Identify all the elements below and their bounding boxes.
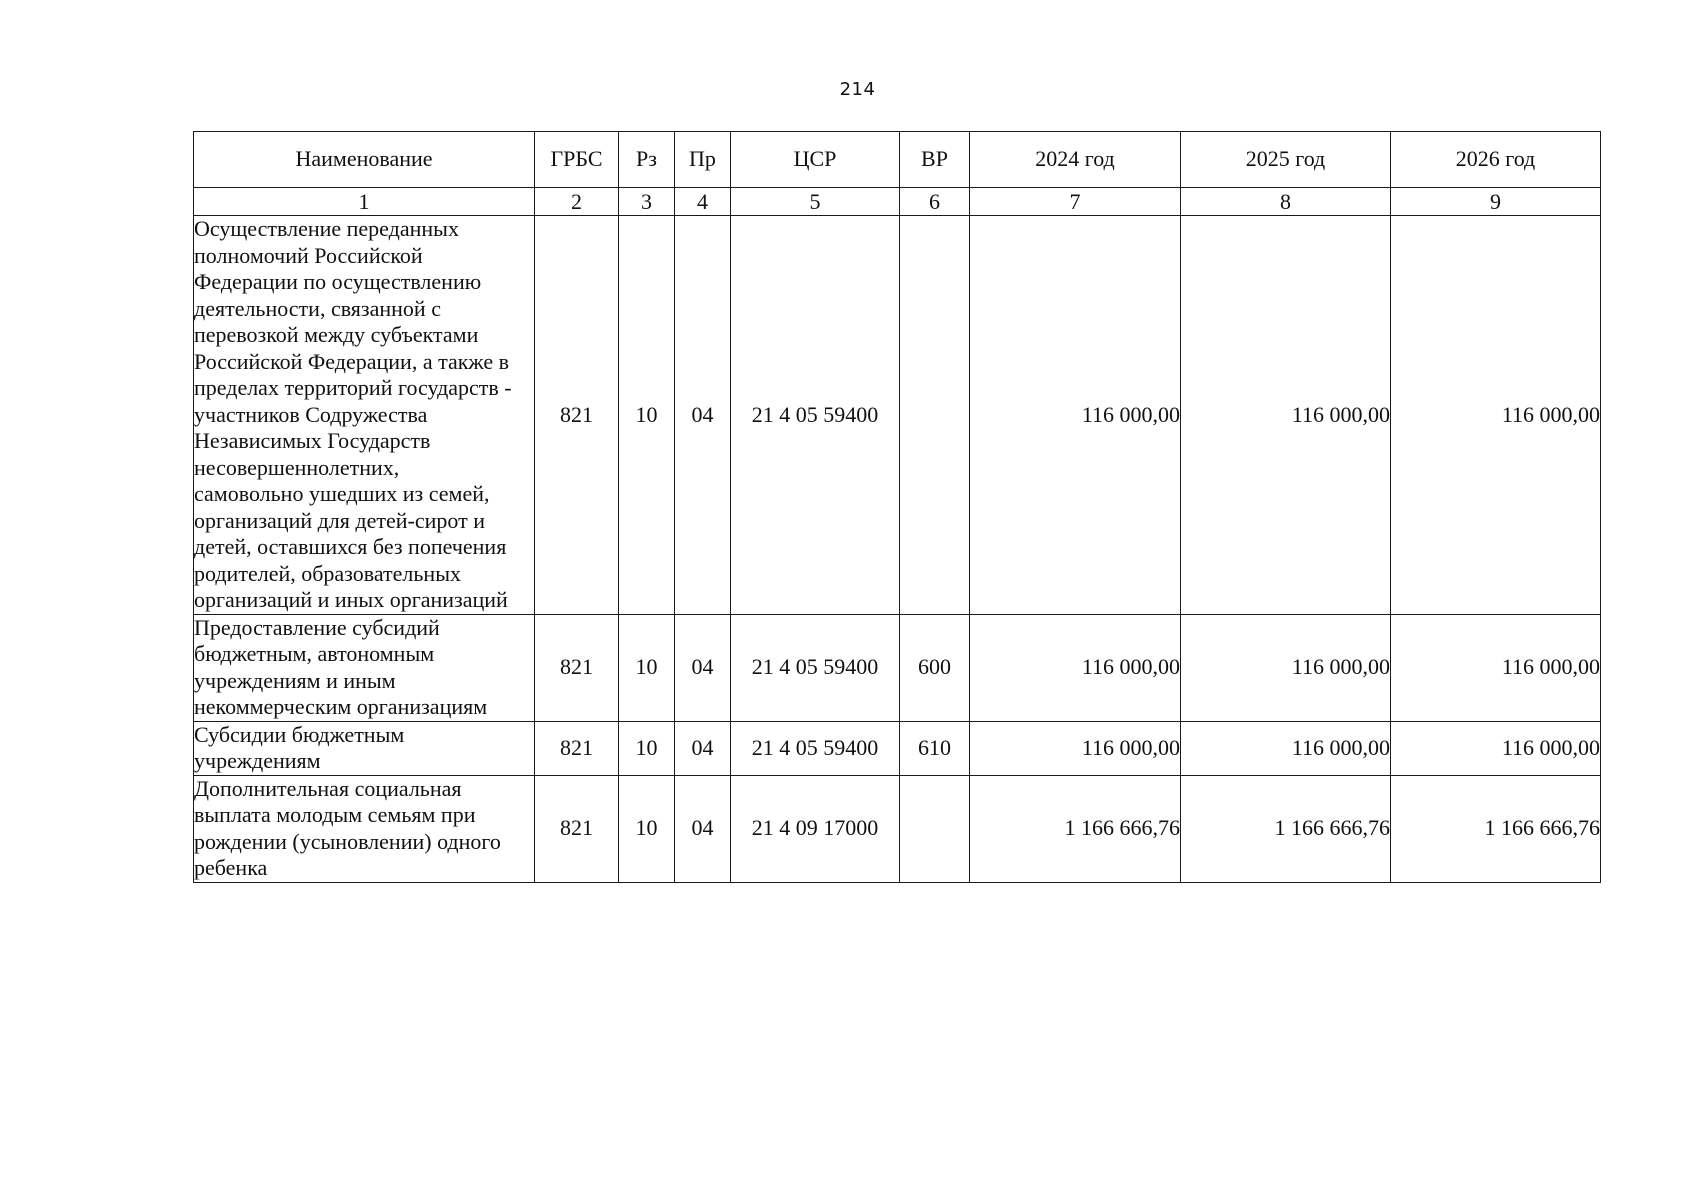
row-amount-2025: 116 000,00	[1181, 721, 1391, 775]
header-name: Наименование	[194, 132, 535, 188]
row-amount-2024: 1 166 666,76	[970, 775, 1181, 882]
row-rz: 10	[619, 614, 675, 721]
table-row	[194, 775, 1601, 882]
header-pr: Пр	[675, 132, 731, 188]
column-number: 1	[194, 188, 535, 216]
column-number: 6	[900, 188, 970, 216]
row-name-text: Дополнительная социальная выплата молодым семьям при рождении (усыновлении) одного ребенка	[194, 775, 501, 880]
row-vr: 600	[900, 614, 970, 721]
row-amount-2024: 116 000,00	[970, 216, 1181, 615]
row-amount-2026: 116 000,00	[1391, 721, 1601, 775]
row-vr	[900, 775, 970, 882]
row-amount-2024: 116 000,00	[970, 721, 1181, 775]
row-name	[194, 614, 535, 721]
row-csr: 21 4 05 59400	[731, 721, 900, 775]
row-grbs: 821	[535, 614, 619, 721]
row-csr: 21 4 05 59400	[731, 614, 900, 721]
header-vr: ВР	[900, 132, 970, 188]
column-number: 2	[535, 188, 619, 216]
page-number: 214	[839, 79, 876, 100]
row-name-text: Осуществление переданных полномочий Российской Федерации по осуществлению деятельности, связанной с перевозкой между субъектами Российской Федерации, а также в пределах территорий государств - участников Содружества Независимых Государств несовершеннолетних, самовольно ушедших из семей, организаций для детей-сирот и детей, оставшихся без попечения родителей, образовательных организаций и иных организаций	[194, 216, 512, 612]
row-rz: 10	[619, 216, 675, 615]
row-amount-2025: 116 000,00	[1181, 614, 1391, 721]
header-rz: Рз	[619, 132, 675, 188]
row-grbs: 821	[535, 775, 619, 882]
row-csr: 21 4 09 17000	[731, 775, 900, 882]
column-number-row	[194, 188, 1601, 216]
column-number: 4	[675, 188, 731, 216]
row-amount-2025: 1 166 666,76	[1181, 775, 1391, 882]
row-csr: 21 4 05 59400	[731, 216, 900, 615]
row-name	[194, 721, 535, 775]
header-grbs: ГРБС	[535, 132, 619, 188]
row-grbs: 821	[535, 721, 619, 775]
row-pr: 04	[675, 614, 731, 721]
header-csr: ЦСР	[731, 132, 900, 188]
row-vr	[900, 216, 970, 615]
column-number: 9	[1391, 188, 1601, 216]
row-rz: 10	[619, 775, 675, 882]
row-amount-2026: 116 000,00	[1391, 614, 1601, 721]
column-number: 3	[619, 188, 675, 216]
header-2024: 2024 год	[970, 132, 1181, 188]
row-pr: 04	[675, 216, 731, 615]
row-name-text: Субсидии бюджетным учреждениям	[194, 721, 405, 773]
header-row	[194, 132, 1601, 188]
row-amount-2026: 116 000,00	[1391, 216, 1601, 615]
budget-table	[193, 131, 1601, 883]
header-2026: 2026 год	[1391, 132, 1601, 188]
row-name-text: Предоставление субсидий бюджетным, автономным учреждениям и иным некоммерческим организациям	[194, 614, 488, 719]
table-row	[194, 614, 1601, 721]
table-row	[194, 721, 1601, 775]
row-pr: 04	[675, 775, 731, 882]
column-number: 5	[731, 188, 900, 216]
row-amount-2024: 116 000,00	[970, 614, 1181, 721]
row-rz: 10	[619, 721, 675, 775]
row-amount-2026: 1 166 666,76	[1391, 775, 1601, 882]
row-amount-2025: 116 000,00	[1181, 216, 1391, 615]
row-pr: 04	[675, 721, 731, 775]
table-row	[194, 216, 1601, 615]
row-grbs: 821	[535, 216, 619, 615]
column-number: 7	[970, 188, 1181, 216]
row-name	[194, 216, 535, 615]
header-2025: 2025 год	[1181, 132, 1391, 188]
column-number: 8	[1181, 188, 1391, 216]
row-name	[194, 775, 535, 882]
row-vr: 610	[900, 721, 970, 775]
